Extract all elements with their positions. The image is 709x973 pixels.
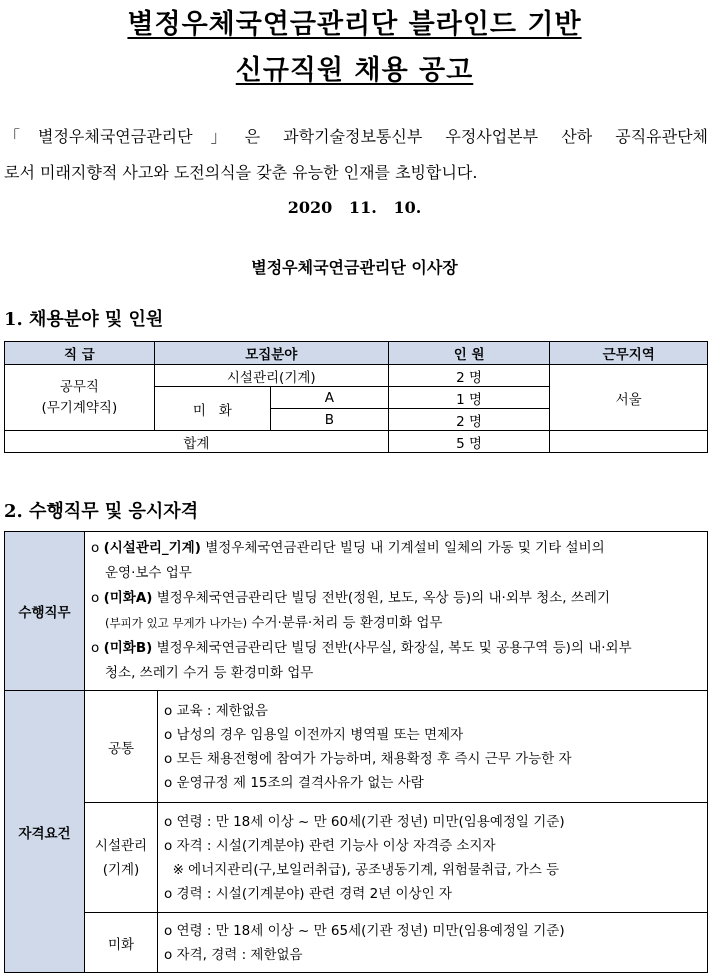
- common-content: [158, 691, 708, 803]
- section-1-heading: 1. 채용분야 및 인원: [4, 309, 164, 330]
- total-label: 합계: [5, 431, 389, 453]
- common-label: 공통: [85, 691, 158, 803]
- duty-qualification-table: [4, 531, 708, 973]
- section-2-heading: 2. 수행직무 및 응시자격: [4, 501, 199, 522]
- cleaning-label: 미화: [85, 913, 158, 973]
- duty-item-cleaning-a: o (미화A) 별정우체국연금관리단 빌딩 전반(정원, 보도, 옥상 등)의 내·외부 청소, 쓰레기: [91, 590, 610, 606]
- header-location: 근무지역: [550, 342, 708, 365]
- cleaning-item: o 연령 : 만 18세 이상 ~ 만 65세(기관 정년) 미만(임용예정일 기준): [164, 922, 565, 939]
- count-a: 1 명: [388, 387, 550, 409]
- facility-content: [158, 803, 708, 913]
- facility-item: ※ 에너지관리(구,보일러취급), 공조냉동기계, 위험물취급, 가스 등: [164, 861, 560, 878]
- facility-item: o 연령 : 만 18세 이상 ~ 만 60세(기관 정년) 미만(임용예정일 기준): [164, 813, 565, 830]
- common-item: o 교육 : 제한없음: [164, 702, 268, 719]
- duty-item-facility-cont: 운영·보수 업무: [105, 565, 192, 581]
- intro-line-1: 「별정우체국연금관리단」은 과학기술정보통신부 우정사업본부 산하 공직유관단체: [4, 127, 708, 146]
- location-cell: 서울: [550, 365, 708, 431]
- total-empty: [550, 431, 708, 453]
- duty-item-facility: o (시설관리_기계) 별정우체국연금관리단 빌딩 내 기계설비 일체의 가동 및 기타 설비의: [91, 540, 605, 556]
- announcement-date: 2020 11. 10.: [287, 198, 422, 217]
- grade-line2: (무기계약직): [41, 399, 118, 416]
- intro-line-2: 로서 미래지향적 사고와 도전의식을 갖춘 유능한 인재를 초빙합니다.: [4, 163, 478, 182]
- count-facility: 2 명: [388, 365, 550, 387]
- common-item: o 남성의 경우 임용일 이전까지 병역필 또는 면제자: [164, 726, 464, 743]
- qualification-label: 자격요건: [5, 691, 85, 973]
- header-grade: 직 급: [5, 342, 155, 365]
- field-cleaning-a: A: [270, 387, 388, 409]
- facility-label: 시설관리 (기계): [85, 803, 158, 913]
- facility-item: o 자격 : 시설(기계분야) 관련 기능사 이상 자격증 소지자: [164, 837, 496, 854]
- grade-line1: 공무직: [59, 378, 99, 395]
- common-item: o 운영규정 제 15조의 결격사유가 없는 사람: [164, 774, 424, 791]
- total-count: 5 명: [388, 431, 550, 453]
- duty-item-cleaning-b-cont: 청소, 쓰레기 수거 등 환경미화 업무: [105, 665, 314, 681]
- duty-label: 수행직무: [5, 532, 85, 691]
- count-b: 2 명: [388, 409, 550, 431]
- page-title-line1: 별정우체국연금관리단 블라인드 기반: [127, 9, 582, 40]
- duty-content: [85, 532, 708, 691]
- grade-cell: [5, 365, 155, 431]
- issuer-name: 별정우체국연금관리단 이사장: [251, 258, 458, 277]
- duty-item-cleaning-b: o (미화B) 별정우체국연금관리단 빌딩 전반(사무실, 화장실, 복도 및 공용구역 등)의 내·외부: [91, 640, 632, 656]
- cleaning-item: o 자격, 경력 : 제한없음: [164, 946, 303, 963]
- header-count: 인 원: [388, 342, 550, 365]
- field-cleaning: 미 화: [154, 387, 270, 431]
- page-title-line2: 신규직원 채용 공고: [235, 55, 474, 86]
- cleaning-content: [158, 913, 708, 973]
- facility-item: o 경력 : 시설(기계분야) 관련 경력 2년 이상인 자: [164, 885, 452, 902]
- field-facility: 시설관리(기계): [154, 365, 388, 387]
- common-item: o 모든 채용전형에 참여가 가능하며, 채용확정 후 즉시 근무 가능한 자: [164, 750, 572, 767]
- header-field: 모집분야: [154, 342, 388, 365]
- field-cleaning-b: B: [270, 409, 388, 431]
- duty-item-cleaning-a-cont: (부피가 있고 무게가 나가는) 수거·분류·처리 등 환경미화 업무: [105, 615, 443, 631]
- recruitment-table: [4, 341, 708, 453]
